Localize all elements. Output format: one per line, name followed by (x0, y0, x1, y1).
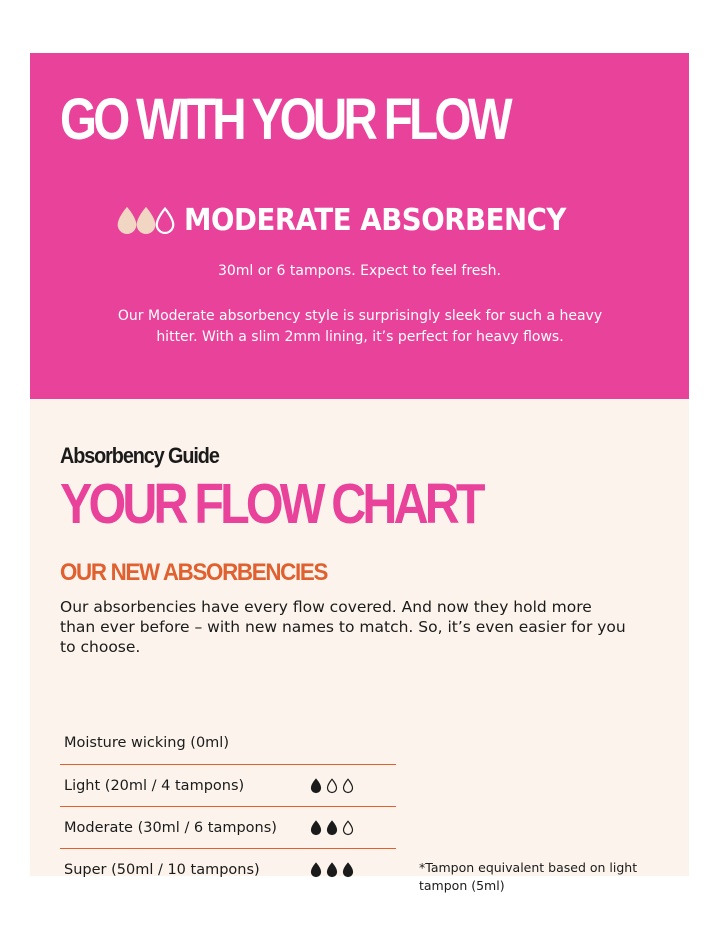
absorbency-capacity: 30ml or 6 tampons. Expect to feel fresh. (217, 263, 502, 279)
water-drop-icon (342, 820, 354, 836)
absorbency-row-label: Light (20ml / 4 tampons) (64, 777, 245, 794)
water-drop-icon (310, 820, 322, 836)
product-card (30, 53, 689, 893)
absorbency-row (60, 848, 396, 890)
absorbency-row (60, 806, 396, 848)
water-drop-icon (154, 207, 176, 235)
water-drop-icon (342, 778, 354, 794)
water-drop-icon (326, 778, 338, 794)
water-drop-icon (310, 862, 322, 878)
absorbency-drops (119, 207, 176, 235)
hero-title: GO WITH YOUR FLOW (60, 87, 509, 152)
product-description: Our Moderate absorbency style is surprisingly sleek for such a heavy hitter. With a slim 2mm lining, it’s perfect for heavy flows. (117, 308, 603, 345)
water-drop-icon (342, 862, 354, 878)
absorbency-guide (30, 399, 689, 893)
guide-body: Our absorbencies have every flow covered. And now they hold more than ever before – with new names to match. So, it’s even easier for you to choose. (60, 598, 626, 656)
absorbency-row-label: Moderate (30ml / 6 tampons) (64, 819, 277, 836)
footnote: *Tampon equivalent based on light tampon (5ml) (419, 860, 638, 893)
absorbency-row-label: Moisture wicking (0ml) (64, 735, 229, 751)
absorbency-level (30, 203, 689, 238)
absorbency-row-drops (310, 849, 354, 890)
absorbency-table (60, 722, 396, 890)
absorbency-level-label: MODERATE ABSORBENCY (184, 203, 567, 238)
guide-subtitle: OUR NEW ABSORBENCIES (60, 559, 328, 586)
guide-kicker: Absorbency Guide (60, 443, 219, 468)
water-drop-icon (326, 862, 338, 878)
absorbency-row (60, 722, 396, 764)
absorbency-row-drops (310, 765, 354, 806)
absorbency-row-label: Super (50ml / 10 tampons) (64, 861, 260, 878)
absorbency-row-drops (310, 807, 354, 848)
guide-title: YOUR FLOW CHART (60, 472, 482, 536)
absorbency-row (60, 764, 396, 806)
water-drop-icon (326, 820, 338, 836)
water-drop-icon (310, 778, 322, 794)
hero-banner (30, 53, 689, 399)
